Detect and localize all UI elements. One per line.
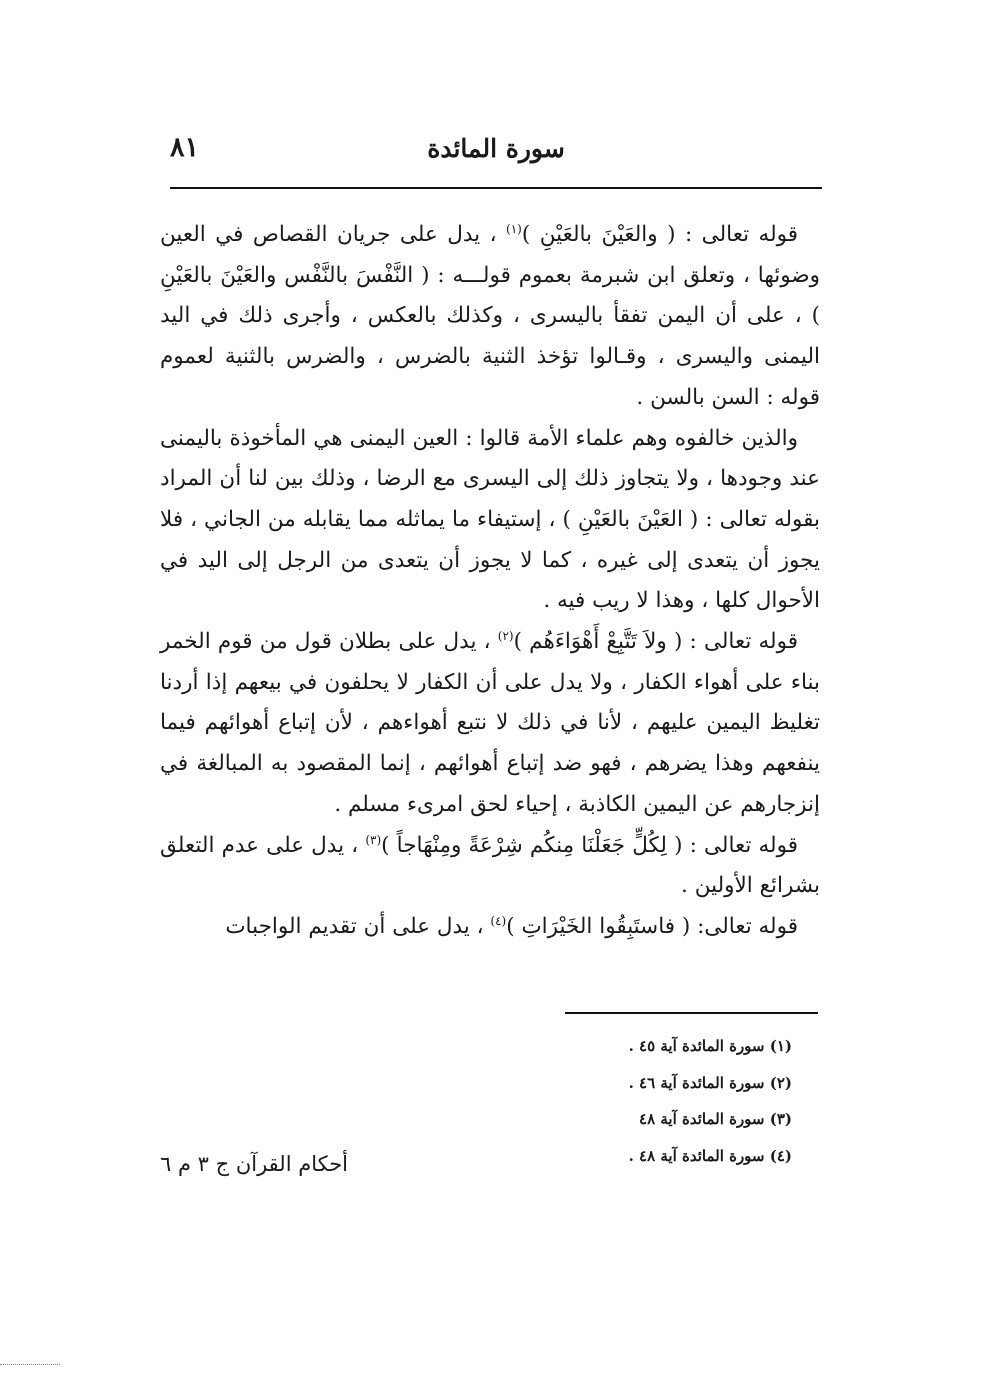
footnote-divider <box>565 1012 818 1014</box>
footnote-reference: (٤) <box>490 913 507 928</box>
paragraph-5 <box>160 907 820 948</box>
book-signature: أحكام القرآن ج ٣ م ٦ <box>160 1152 349 1176</box>
page-header <box>170 132 822 180</box>
paragraph-text: ، يدل على جريان القصاص في العين وضوئها ، وتعلق ابن شبرمة بعموم قولـــه : ( النَّفْسَ بالنَّفْس والعَيْنَ بالعَيْنِ ) ، على أن اليمن تفقأ باليسرى ، وكذلك بالعكس ، وأجرى ذلك في اليد اليمنى واليسرى ، وقـالوا تؤخذ الثنية بالضرس ، والضرس بالثنية لعموم قوله : السن بالسن . <box>160 222 820 410</box>
paragraph-4 <box>160 826 820 907</box>
paragraph-text: قوله تعالى : ( ولاَ تَتَّبِعْ أَهْوَاءَهُم ) <box>513 629 798 655</box>
paragraph-text: ، يدل على أن تقديم الواجبات <box>225 913 491 939</box>
header-divider <box>170 187 822 189</box>
footnote-reference: (٢) <box>497 628 514 643</box>
paragraph-text: قوله تعالى : ( لِكُلٍّ جَعَلْنَا مِنكُم شِرْعَةً ومِنْهَاجاً ) <box>381 832 798 858</box>
footnote-reference: (٣) <box>365 832 382 847</box>
footnote-reference: (١) <box>506 221 522 236</box>
paragraph-text: قوله تعالى : ( والعَيْنَ بالعَيْنِ ) <box>521 222 798 247</box>
footnote-2: (٢) سورة المائدة آية ٤٦ . <box>628 1073 792 1092</box>
paragraph-2 <box>160 419 820 623</box>
footnote-4: (٤) سورة المائدة آية ٤٨ . <box>628 1146 792 1165</box>
footnote-1: (١) سورة المائدة آية ٤٥ . <box>628 1037 792 1055</box>
paragraph-text: ، يدل على عدم التعلق بشرائع الأولين . <box>160 832 820 899</box>
footnotes <box>480 1028 792 1174</box>
paragraph-3 <box>160 622 820 826</box>
paragraph-text: والذين خالفوه وهم علماء الأمة قالوا : العين اليمنى هي المأخوذة باليمنى عند وجودها ، ولا يتجاوز ذلك إلى اليسرى مع الرضا ، وذلك بين لنا أن المراد بقوله تعالى : ( العَيْنَ بالعَيْنِ ) ، إستيفاء ما يماثله مما يقابله من الجاني ، فلا يجوز أن يتعدى إلى غيره ، كما لا يجوز أن يتعدى من الرجل إلى اليد في الأحوال كلها ، وهذا لا ريب فيه . <box>160 425 820 614</box>
paragraph-1 <box>160 215 820 419</box>
page-title: سورة المائدة <box>427 134 565 163</box>
paragraph-text: قوله تعالى: ( فاستَبِقُوا الخَيْرَاتِ ) <box>506 913 798 939</box>
paragraph-text: ، يدل على بطلان قول من قوم الخمر بناء على أهواء الكفار ، ولا يدل على أن الكفار لا يحلفون في بيعهم إذا أردنا تغليظ اليمين عليهم ، لأنا في ذلك لا نتبع أهواءهم ، لأن إتباع أهوائهم فيما ينفعهم وهذا يضرهم ، فهو ضد إتباع أهوائهم ، إنما المقصود به المبالغة في إنزجارهم عن اليمين الكاذبة ، إحياء لحق امرىء مسلم . <box>160 629 820 817</box>
footnote-3: (٣) سورة المائدة آية ٤٨ <box>639 1110 792 1128</box>
page-number: ٨١ <box>170 132 200 163</box>
main-text <box>160 215 820 948</box>
scan-mark <box>0 1364 60 1365</box>
